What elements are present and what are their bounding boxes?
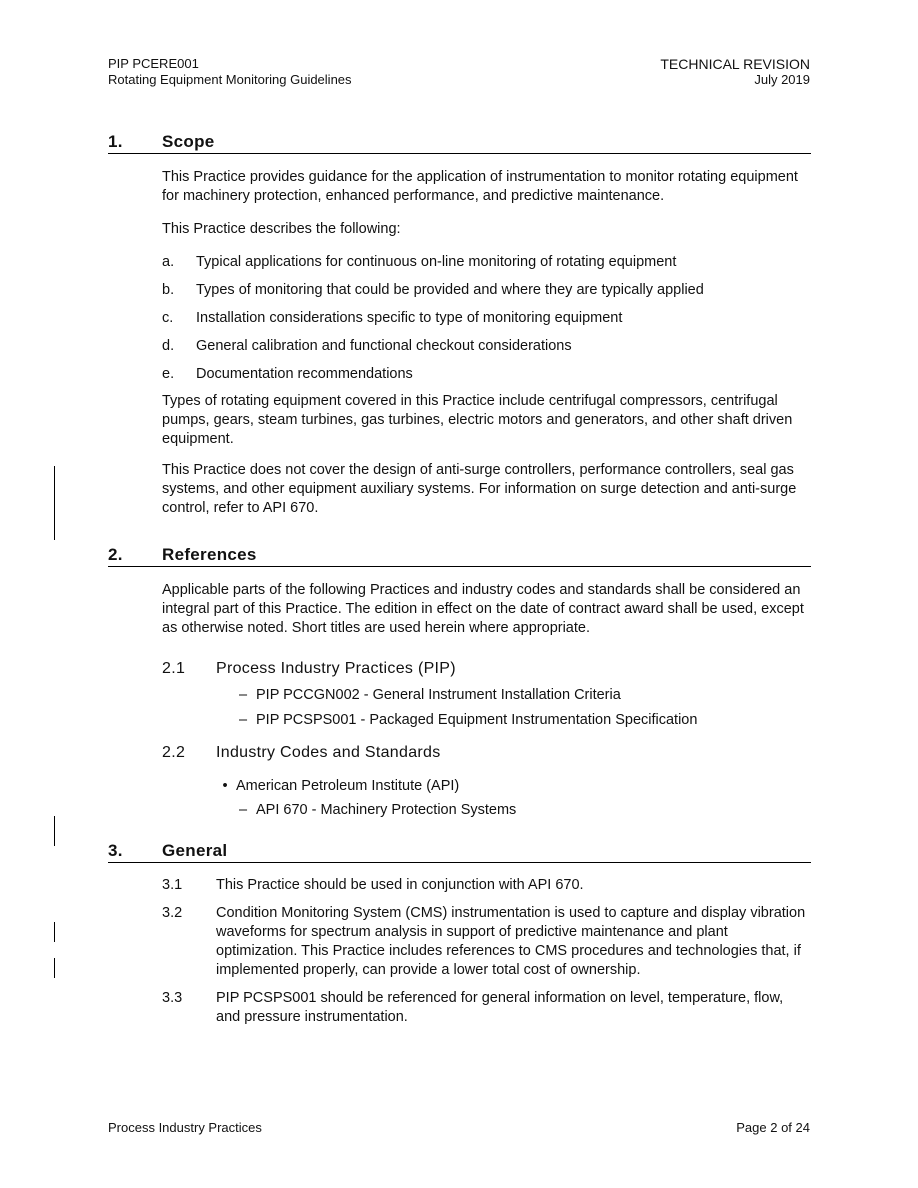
item-number: 3.2	[162, 905, 183, 921]
item-text: Condition Monitoring System (CMS) instrumentation is used to capture and display vibration waveforms for spectrum analysis in support of predictive maintenance and plant optimization. This Practice includes references to CMS procedures and technologies that, if implemented properly, can provide a lower total cost of ownership.	[216, 905, 806, 978]
paragraph: This Practice describes the following:	[162, 221, 401, 237]
section-number: 3.	[108, 841, 123, 860]
numbered-item	[162, 989, 811, 1027]
reference-item	[230, 711, 811, 730]
subsection-title: Process Industry Practices (PIP)	[216, 660, 456, 677]
paragraph: Applicable parts of the following Practices and industry codes and standards shall be considered an integral part of this Practice. The edition in effect on the date of contract award shall be used, except as otherwise noted. Short titles are used herein where appropriate.	[162, 582, 804, 636]
dash-marker: –	[238, 802, 248, 818]
paragraph: Types of rotating equipment covered in this Practice include centrifugal compressors, centrifugal pumps, gears, steam turbines, gas turbines, electric motors and generators, and other shaft driven equipment.	[162, 393, 793, 447]
list-item-text: Installation considerations specific to type of monitoring equipment	[196, 310, 623, 326]
bullet-marker: •	[222, 778, 228, 794]
page-number: Page 2 of 24	[736, 1120, 810, 1135]
reference-item	[230, 686, 811, 705]
reference-text: PIP PCCGN002 - General Instrument Installation Criteria	[256, 687, 621, 703]
section-heading-references	[108, 545, 811, 567]
list-marker: e.	[162, 366, 175, 382]
list-item-text: Documentation recommendations	[196, 366, 413, 382]
item-text: This Practice should be used in conjunction with API 670.	[216, 877, 584, 893]
section-heading-general	[108, 841, 811, 863]
item-number: 3.3	[162, 990, 183, 1006]
subsection-number: 2.2	[162, 744, 186, 761]
revision-date: July 2019	[754, 72, 810, 87]
list-item	[162, 365, 811, 384]
list-item	[162, 281, 811, 300]
list-marker: b.	[162, 282, 175, 298]
organization-name: American Petroleum Institute (API)	[236, 778, 460, 794]
page-header-right	[660, 56, 810, 88]
change-bar	[54, 466, 55, 540]
list-item-text: Typical applications for continuous on-line monitoring of rotating equipment	[196, 254, 677, 270]
change-bar	[54, 958, 55, 978]
organization-item	[214, 777, 811, 796]
paragraph: This Practice provides guidance for the application of instrumentation to monitor rotating equipment for machinery protection, enhanced performance, and predictive maintenance.	[162, 169, 798, 204]
list-item	[162, 337, 811, 356]
list-item	[162, 253, 811, 272]
numbered-item	[162, 904, 811, 980]
section-general-body	[162, 876, 811, 1027]
subsection-heading	[162, 659, 811, 678]
paragraph: This Practice does not cover the design of anti-surge controllers, performance controllers, seal gas systems, and other equipment auxiliary systems. For information on surge detection and anti-surge control, refer to API 670.	[162, 462, 797, 516]
section-references-body	[162, 581, 811, 820]
list-marker: c.	[162, 310, 174, 326]
list-marker: d.	[162, 338, 175, 354]
list-item-text: Types of monitoring that could be provided and where they are typically applied	[196, 282, 704, 298]
reference-item	[230, 801, 811, 820]
dash-marker: –	[238, 712, 248, 728]
subsection-number: 2.1	[162, 660, 186, 677]
subsection-heading	[162, 743, 811, 762]
section-title: General	[162, 841, 228, 860]
footer-left: Process Industry Practices	[108, 1120, 262, 1135]
document-title: Rotating Equipment Monitoring Guidelines	[108, 72, 352, 87]
section-title: References	[162, 545, 257, 564]
dash-marker: –	[238, 687, 248, 703]
change-bar	[54, 922, 55, 942]
document-id: PIP PCERE001	[108, 56, 199, 71]
list-marker: a.	[162, 254, 175, 270]
item-text: PIP PCSPS001 should be referenced for general information on level, temperature, flow, and pressure instrumentation.	[216, 990, 784, 1025]
reference-text: API 670 - Machinery Protection Systems	[256, 802, 517, 818]
page-header-left	[108, 56, 352, 88]
list-item-text: General calibration and functional checkout considerations	[196, 338, 572, 354]
numbered-item	[162, 876, 811, 895]
change-bar	[54, 816, 55, 846]
section-title: Scope	[162, 132, 215, 151]
revision-label: TECHNICAL REVISION	[660, 56, 810, 72]
section-number: 1.	[108, 132, 123, 151]
section-scope-body	[162, 168, 811, 518]
list-item	[162, 309, 811, 328]
item-number: 3.1	[162, 877, 183, 893]
section-heading-scope	[108, 132, 811, 154]
reference-text: PIP PCSPS001 - Packaged Equipment Instrumentation Specification	[256, 712, 698, 728]
subsection-title: Industry Codes and Standards	[216, 744, 441, 761]
document-body	[108, 132, 811, 1027]
section-number: 2.	[108, 545, 123, 564]
